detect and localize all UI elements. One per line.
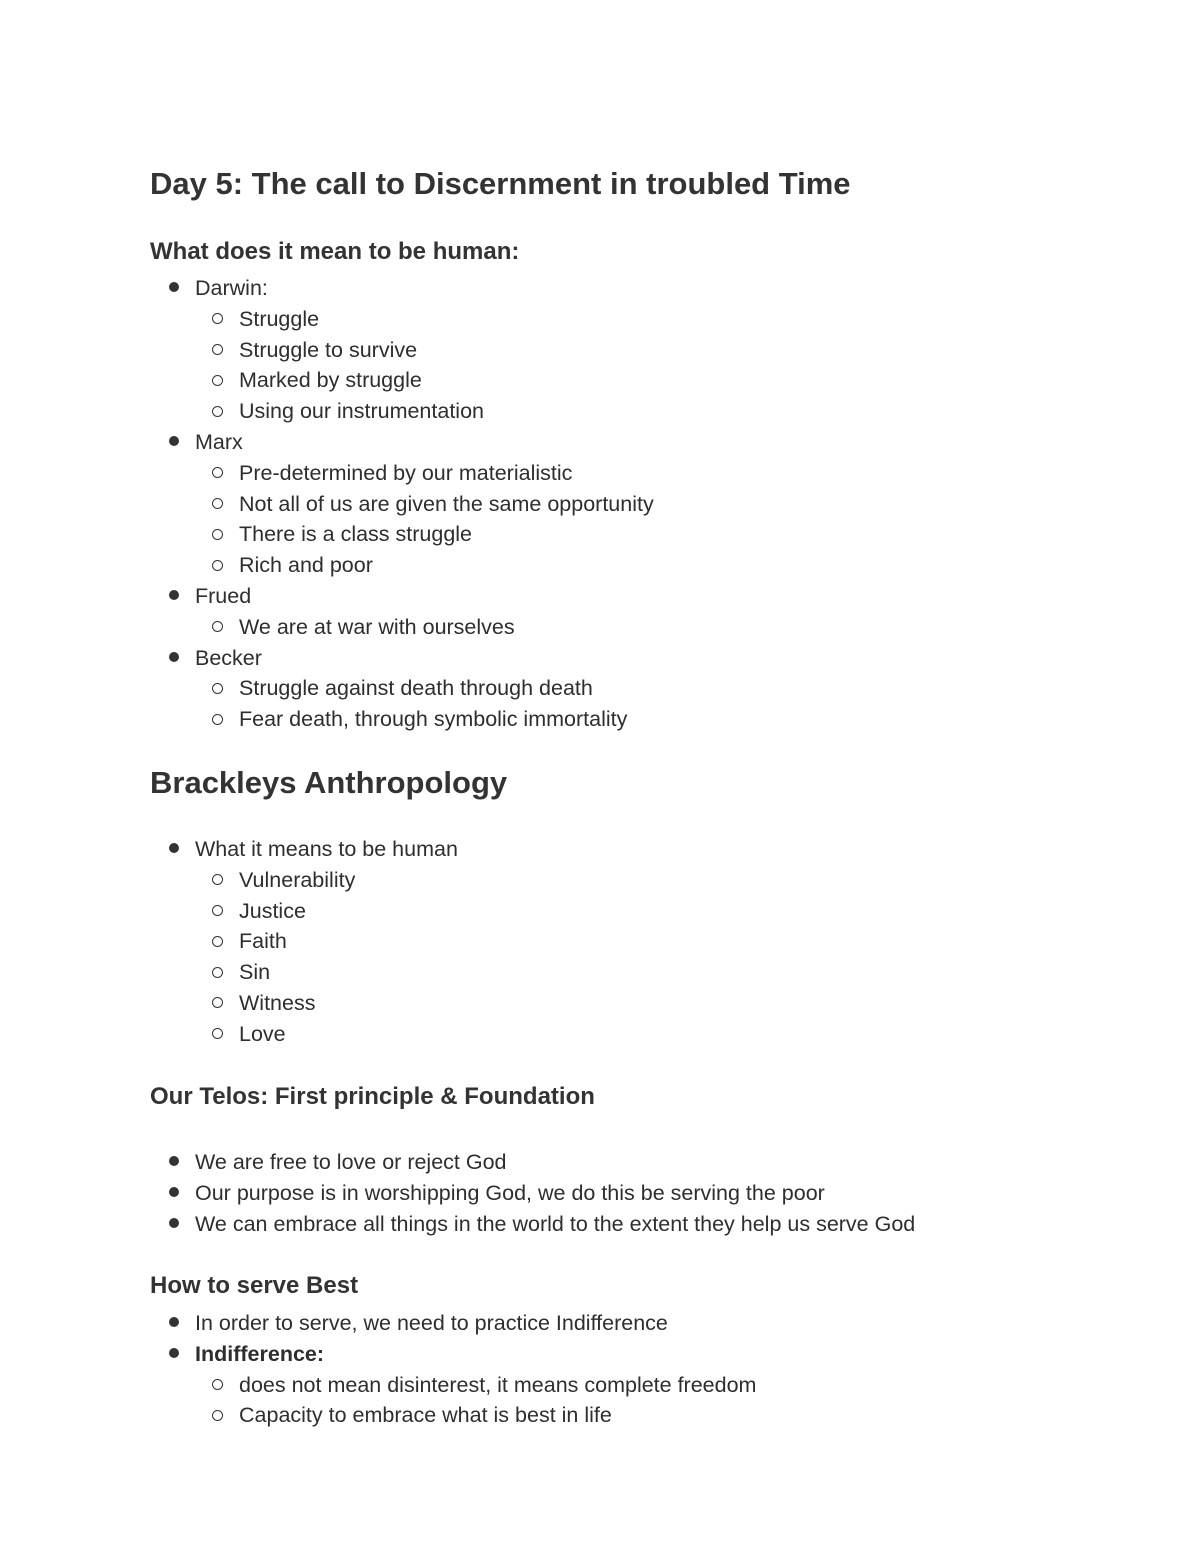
filled-bullet-icon [169,843,179,853]
list-item: Becker [150,643,654,674]
hollow-bullet-icon [212,529,223,540]
list-item: Vulnerability [150,865,458,896]
list-item: What it means to be human [150,834,458,865]
hollow-bullet-icon [212,375,223,386]
filled-bullet-icon [169,1156,179,1166]
list-item: Not all of us are given the same opportunity [150,489,654,520]
filled-bullet-icon [169,1317,179,1327]
hollow-bullet-icon [212,967,223,978]
list-item: Pre-determined by our materialistic [150,458,654,489]
page-title: Day 5: The call to Discernment in troubled Time [150,166,851,201]
filled-bullet-icon [169,652,179,662]
list-item: Indifference: [150,1339,756,1370]
list-item: Sin [150,957,458,988]
hollow-bullet-icon [212,683,223,694]
section-heading-telos: Our Telos: First principle & Foundation [150,1083,595,1110]
list-item: Darwin: [150,273,654,304]
list-item: Justice [150,896,458,927]
hollow-bullet-icon [212,467,223,478]
list-item: Marked by struggle [150,365,654,396]
list-item: Marx [150,427,654,458]
list-item: Capacity to embrace what is best in life [150,1400,756,1431]
hollow-bullet-icon [212,1410,223,1421]
filled-bullet-icon [169,590,179,600]
hollow-bullet-icon [212,1379,223,1390]
list-item: We are at war with ourselves [150,612,654,643]
hollow-bullet-icon [212,406,223,417]
section-heading-human: What does it mean to be human: [150,238,520,265]
list-item: Our purpose is in worshipping God, we do this be serving the poor [150,1178,915,1209]
hollow-bullet-icon [212,498,223,509]
section-heading-serve: How to serve Best [150,1272,359,1299]
hollow-bullet-icon [212,1028,223,1039]
list-item: Struggle to survive [150,335,654,366]
filled-bullet-icon [169,1218,179,1228]
list-telos [150,1147,915,1239]
list-item: Love [150,1019,458,1050]
list-serve [150,1308,756,1431]
hollow-bullet-icon [212,313,223,324]
section-heading-anthropology: Brackleys Anthropology [150,765,508,800]
list-item: Frued [150,581,654,612]
filled-bullet-icon [169,1348,179,1358]
list-item: We can embrace all things in the world to the extent they help us serve God [150,1209,915,1240]
hollow-bullet-icon [212,344,223,355]
list-item: Faith [150,926,458,957]
list-anthropology [150,834,458,1050]
filled-bullet-icon [169,436,179,446]
list-item: Using our instrumentation [150,396,654,427]
list-human [150,273,654,735]
list-item: Struggle against death through death [150,673,654,704]
list-item: There is a class struggle [150,519,654,550]
list-item: Witness [150,988,458,1019]
hollow-bullet-icon [212,560,223,571]
hollow-bullet-icon [212,997,223,1008]
hollow-bullet-icon [212,905,223,916]
list-item: does not mean disinterest, it means complete freedom [150,1370,756,1401]
hollow-bullet-icon [212,621,223,632]
hollow-bullet-icon [212,936,223,947]
list-item: We are free to love or reject God [150,1147,915,1178]
list-item: In order to serve, we need to practice Indifference [150,1308,756,1339]
list-item: Struggle [150,304,654,335]
filled-bullet-icon [169,1187,179,1197]
hollow-bullet-icon [212,714,223,725]
hollow-bullet-icon [212,874,223,885]
list-item: Rich and poor [150,550,654,581]
list-item: Fear death, through symbolic immortality [150,704,654,735]
filled-bullet-icon [169,282,179,292]
